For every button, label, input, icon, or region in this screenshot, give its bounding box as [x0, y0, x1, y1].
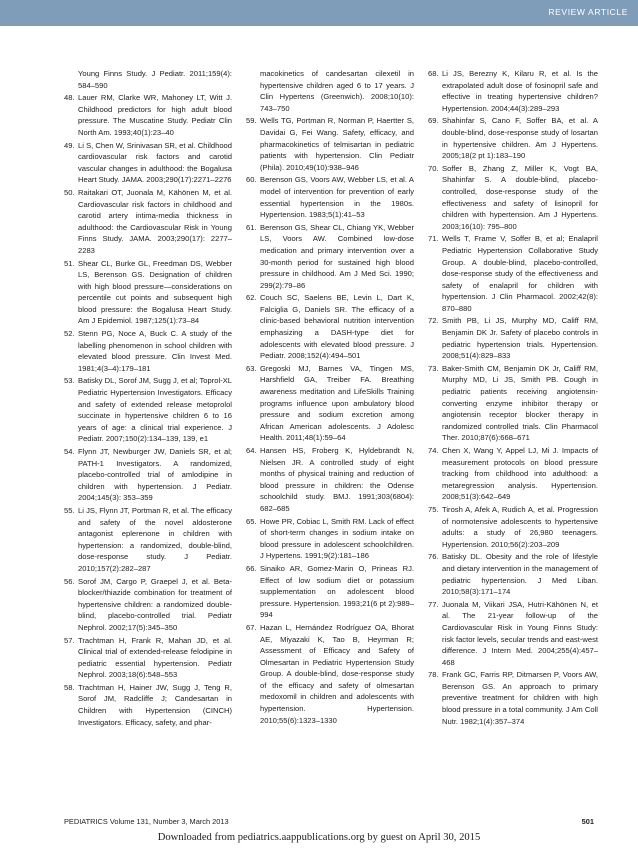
reference-item [64, 187, 232, 257]
reference-number: 65. [246, 516, 257, 526]
reference-item [64, 576, 232, 634]
reference-item [246, 174, 414, 220]
reference-item [428, 315, 598, 361]
reference-text: Young Finns Study. J Pediatr. 2011;159(4): 584–590 [78, 69, 232, 90]
reference-item [428, 363, 598, 444]
reference-number: 54. [64, 447, 75, 456]
reference-text: Shahinfar S, Cano F, Soffer BA, et al. A double-blind, dose-response study of losartan in hypertensive children. Am J Hypertens. 2005;18(2 pt 1):183–190 [442, 116, 598, 161]
reference-text: Tirosh A, Afek A, Rudich A, et al. Progression of normotensive adolescents to hypertensive adults: a study of 26,980 teenagers. Hypertension. 2010;56(2):203–209 [442, 504, 598, 549]
reference-item [64, 68, 232, 91]
reference-text: macokinetics of candesartan cilexetil in hypertensive children aged 6 to 17 years. J Clin Hypertens (Greenwich). 2008;10(10): 743–750 [260, 69, 414, 113]
reference-number: 76. [428, 552, 439, 562]
reference-item [246, 516, 414, 562]
reference-item [64, 258, 232, 328]
reference-text: Soffer B, Zhang Z, Miller K, Vogt BA, Shahinfar S. A double-blind, placebo-controlled, dose-response study of the effectiveness and safety of lisinopril for children with hypertension. Am J Hypertens. 2003;16(10): 795–800 [442, 163, 598, 231]
reference-text: Wells T, Frame V, Soffer B, et al; Enalapril Pediatric Hypertension Collaborative Study Group. A double-blind, placebo-controlled, dose-response study of the effectiveness and safety of enalapril for children with hypertension. J Clin Pharmacol. 2002;42(8): 870–880 [442, 234, 598, 313]
reference-item [64, 505, 232, 575]
reference-text: Juonala M, Viikari JSA, Hutri-Kähönen N, et al. The 21-year follow-up of the Cardiovascular Risk in Young Finns Study: risk factor levels, secular trends and east-west difference. J Intern Med. 2004;255(4):457–468 [442, 599, 598, 667]
reference-text: Berenson GS, Shear CL, Chiang YK, Webber LS, Voors AW. Combined low-dose medication and primary intervention over a 30-month period for sustained high blood pressure in childhood. Am J Med Sci. 1990; 299(2):79–86 [260, 222, 414, 290]
reference-number: 50. [64, 187, 75, 197]
reference-text: Smith PB, Li JS, Murphy MD, Califf RM, Benjamin DK Jr. Safety of placebo controls in pediatric hypertension trials. Hypertension. 2008;51(4):829–833 [442, 316, 598, 361]
reference-number: 52. [64, 329, 75, 339]
reference-text: Gregoski MJ, Barnes VA, Tingen MS, Harshfield GA, Treiber FA. Breathing awareness meditation and LifeSkills Training programs influence upon ambulatory blood pressure and sodium excretion among African American adolescents. J Adolesc Health. 2011;48(1):59–64 [260, 363, 414, 443]
reference-number: 61. [246, 222, 257, 232]
reference-text: Lauer RM, Clarke WR, Mahoney LT, Witt J. Childhood predictors for high adult blood pressure. The Muscatine Study. Pediatr Clin North Am. 1993;40(1):23–40 [78, 93, 232, 137]
reference-item [64, 92, 232, 138]
reference-item [428, 445, 598, 503]
reference-text: Berenson GS, Voors AW, Webber LS, et al. A model of intervention for prevention of early essential hypertension in the 1980s. Hypertension. 1983;5(1):41–53 [260, 175, 414, 220]
reference-item [246, 622, 414, 726]
reference-column-3 [428, 68, 598, 778]
references-columns [64, 68, 598, 778]
reference-number: 77. [428, 599, 439, 609]
reference-text: Batisky DL. Obesity and the role of lifestyle and dietary intervention in the management of pediatric hypertension. J Med Liban. 2010;58(3):171–174 [442, 552, 598, 597]
reference-number: 72. [428, 316, 439, 326]
reference-number: 59. [246, 116, 257, 126]
reference-text: Baker-Smith CM, Benjamin DK Jr, Califf RM, Murphy MD, Li JS, Smith PB. Cough in pediatric patients receiving angiotensin-converting enzyme inhibitor therapy or angiotensin receptor blocker therapy in randomized controlled trials. Clin Pharmacol Ther. 2010;87(6):668–671 [442, 363, 598, 443]
reference-item [428, 599, 598, 669]
reference-text: Hansen HS, Froberg K, Hyldebrandt N, Nielsen JR. A controlled study of eight months of physical training and reduction of blood pressure in children: the Odense schoolchild study. BMJ. 1991;303(6804): 682–685 [260, 446, 414, 513]
reference-text: Howe PR, Cobiac L, Smith RM. Lack of effect of short-term changes in sodium intake on blood pressure in adolescent schoolchildren. J Hypertens. 1991;9(2):181–186 [260, 516, 414, 561]
reference-number: 68. [428, 69, 439, 78]
reference-item [64, 375, 232, 445]
header-bar [0, 0, 638, 26]
reference-number: 53. [64, 376, 75, 386]
reference-number: 67. [246, 622, 257, 632]
reference-text: Batisky DL, Sorof JM, Sugg J, et al; Toprol-XL Pediatric Hypertension Investigators. Efficacy and safety of extended release metoprolol succinate in hypertensive children 6 to 16 years of age: a clinical trial experience. J Pediatr. 2007;150(2):134–139, 139, e1 [78, 376, 232, 444]
reference-number: 78. [428, 670, 439, 680]
reference-text: Sorof JM, Cargo P, Graepel J, et al. Beta-blocker/thiazide combination for treatment of hypertensive children: a randomized double-blind, placebo-controlled trial. Pediatr Nephrol. 2002;17(5):345–350 [78, 576, 232, 632]
reference-item [246, 68, 414, 114]
reference-number: 57. [64, 635, 75, 645]
reference-item [428, 115, 598, 161]
reference-number: 74. [428, 446, 439, 455]
reference-number: 75. [428, 504, 439, 514]
reference-item [246, 222, 414, 292]
reference-text: Shear CL, Burke GL, Freedman DS, Webber LS, Berenson GS. Designation of children with high blood pressure—considerations on percentile cut points and subsequent high blood pressure: the Bogalusa Heart Study. Am J Epidemiol. 1987;125(1):73–84 [78, 258, 232, 326]
reference-text: Stenn PG, Noce A, Buck C. A study of the labelling phenomenon in school children with elevated blood pressure. Clin Invest Med. 1981;4(3–4):179–181 [78, 329, 232, 373]
reference-item [428, 551, 598, 597]
reference-number: 63. [246, 363, 257, 373]
reference-number: 60. [246, 175, 257, 185]
reference-number: 55. [64, 505, 75, 515]
reference-text: Li JS, Berezny K, Kilaru R, et al. Is the extrapolated adult dose of fosinopril safe and effective in treating hypertensive children? Hypertension. 2004;44(3):289–293 [442, 69, 598, 113]
reference-item [246, 363, 414, 444]
section-label: REVIEW ARTICLE [548, 7, 628, 17]
reference-column-2 [246, 68, 414, 778]
reference-item [428, 68, 598, 114]
reference-text: Li S, Chen W, Srinivasan SR, et al. Childhood cardiovascular risk factors and carotid vascular changes in adulthood: the Bogalusa Heart Study. JAMA. 2003;290(17):2271–2276 [78, 140, 232, 185]
reference-text: Hazan L, Hernández Rodríguez OA, Bhorat AE, Miyazaki K, Tao B, Heyrman R; Assessment of Efficacy and Safety of Olmesartan in Pediatric Hypertension Study Group. A double-blind, dose-response study of the efficacy and safety of olmesartan medoxomil in children and adolescents with hypertension. Hypertension. 2010;55(6):1323–1330 [260, 622, 414, 725]
reference-item [246, 445, 414, 515]
reference-number: 62. [246, 293, 257, 303]
download-notice: Downloaded from pediatrics.aappublications.org by guest on April 30, 2015 [157, 832, 481, 843]
page-number: 501 [581, 817, 594, 826]
page-footer [64, 817, 594, 829]
reference-item [428, 233, 598, 314]
reference-item [64, 682, 232, 728]
reference-number: 73. [428, 363, 439, 373]
reference-number: 49. [64, 140, 75, 150]
reference-item [246, 292, 414, 362]
reference-number: 64. [246, 446, 257, 455]
journal-citation: PEDIATRICS Volume 131, Number 3, March 2013 [64, 817, 229, 826]
reference-text: Frank GC, Farris RP, Ditmarsen P, Voors AW, Berenson GS. An approach to primary preventive treatment for children with high blood pressure in a total community. J Am Coll Nutr. 1982;1(4):357–374 [442, 670, 598, 726]
reference-item [64, 140, 232, 186]
reference-number: 51. [64, 258, 75, 268]
reference-text: Couch SC, Saelens BE, Levin L, Dart K, Falciglia G, Daniels SR. The efficacy of a clinic-based behavioral nutrition intervention emphasizing a DASH-type diet for adolescents with elevated blood pressure. J Pediatr. 2008;152(4):494–501 [260, 293, 414, 361]
reference-text: Trachtman H, Frank R, Mahan JD, et al. Clinical trial of extended-release felodipine in pediatric essential hypertension. Pediatr Nephrol. 2003;18(6):548–553 [78, 635, 232, 680]
reference-number: 69. [428, 116, 439, 126]
reference-number: 70. [428, 163, 439, 173]
reference-number: 71. [428, 234, 439, 244]
reference-text: Wells TG, Portman R, Norman P, Haertter S, Davidai G, Fei Wang. Safety, efficacy, and pharmacokinetics of telmisartan in pediatric patients with hypertension. Clin Pediatr (Phila). 2010;49(10):938–946 [260, 116, 414, 172]
reference-item [246, 563, 414, 621]
reference-item [428, 669, 598, 727]
reference-number: 56. [64, 576, 75, 586]
reference-item [246, 115, 414, 173]
reference-number: 48. [64, 93, 75, 103]
reference-item [64, 635, 232, 681]
reference-item [64, 328, 232, 374]
reference-text: Flynn JT, Newburger JW, Daniels SR, et al; PATH-1 Investigators. A randomized, placebo-controlled trial of amlodipine in children with hypertension. J Pediatr. 2004;145(3): 353–359 [78, 447, 232, 503]
reference-number: 58. [64, 682, 75, 692]
reference-text: Trachtman H, Hainer JW, Sugg J, Teng R, Sorof JM, Radcliffe J; Candesartan in Children with Hypertension (CINCH) Investigators. Efficacy, safety, and phar- [78, 682, 232, 727]
reference-column-1 [64, 68, 232, 778]
reference-text: Chen X, Wang Y, Appel LJ, Mi J. Impacts of measurement protocols on blood pressure tracking from childhood into adulthood: a metaregression analysis. Hypertension. 2008;51(3):642–649 [442, 446, 598, 502]
reference-text: Li JS, Flynn JT, Portman R, et al. The efficacy and safety of the novel aldosterone antagonist eplerenone in children with hypertension: a randomized, double-blind, dose-response study. J Pediatr. 2010;157(2):282–287 [78, 505, 232, 573]
reference-item [428, 504, 598, 550]
reference-text: Raitakari OT, Juonala M, Kähönen M, et al. Cardiovascular risk factors in childhood and carotid artery intima-media thickness in adulthood: the Cardiovascular Risk in Young Finns Study. JAMA. 2003;290(17): 2277–2283 [78, 187, 232, 255]
reference-item [64, 446, 232, 504]
reference-number: 66. [246, 563, 257, 573]
reference-item [428, 163, 598, 233]
reference-text: Sinaiko AR, Gomez-Marin O, Prineas RJ. Effect of low sodium diet or potassium supplementation on adolescent blood pressure. Hypertension. 1993;21(6 pt 2):989–994 [260, 563, 414, 620]
